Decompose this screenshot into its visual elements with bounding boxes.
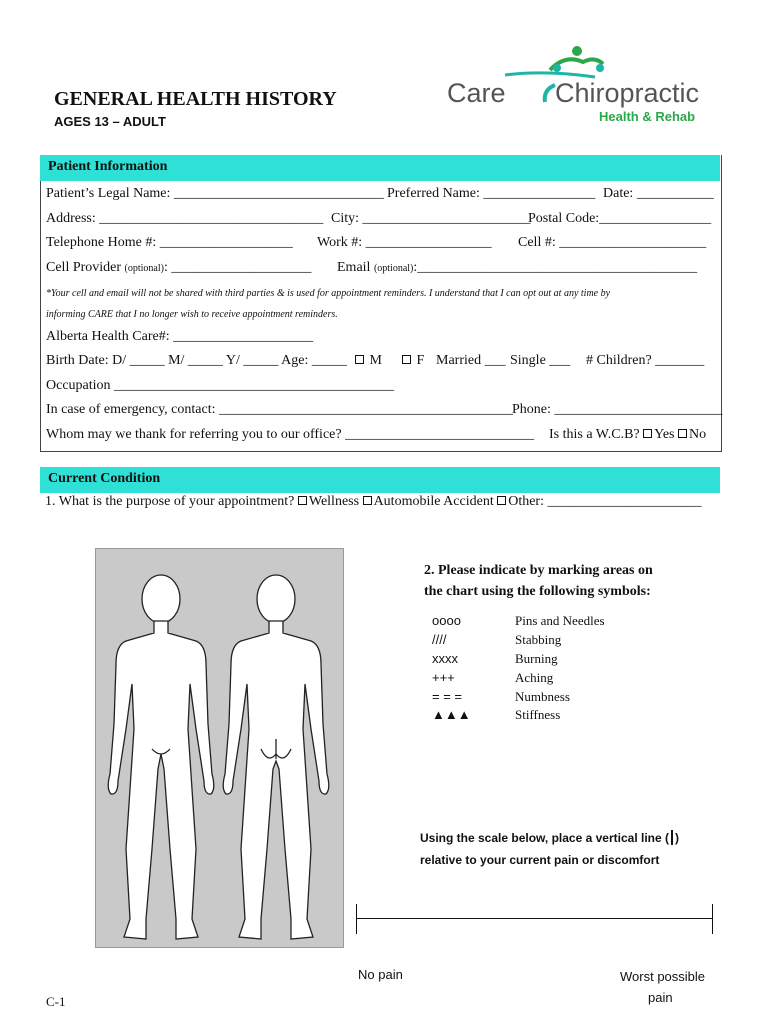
pain-scale-instruction-1	[420, 830, 679, 845]
occupation-field[interactable]: Occupation ________________________________________	[46, 378, 395, 393]
back-body-figure[interactable]	[223, 575, 329, 939]
vertical-line-glyph	[671, 830, 673, 845]
cell-provider-line: : ____________________	[163, 260, 312, 275]
patient-info-heading: Patient Information	[48, 159, 168, 174]
date-field[interactable]: Date: ___________	[603, 186, 714, 201]
wellness-label: Wellness	[308, 494, 360, 509]
other-field[interactable]: Other: ______________________	[508, 494, 702, 509]
checkbox-wcb-no[interactable]	[678, 429, 687, 438]
work-phone-field[interactable]: Work #: __________________	[317, 235, 492, 250]
cell-provider-label: Cell Provider	[46, 260, 122, 275]
auto-accident-label: Automobile Accident	[373, 494, 494, 509]
symbol-numbness: = = =	[432, 689, 462, 704]
symbol-stabbing-label: Stabbing	[515, 632, 562, 647]
symbol-aching-label: Aching	[515, 670, 554, 685]
symbol-burning: xxxx	[432, 651, 458, 666]
front-body-figure[interactable]	[108, 575, 214, 939]
symbol-aching: +++	[432, 670, 455, 685]
care-chiropractic-logo	[445, 40, 715, 130]
married-field[interactable]: Married ___	[436, 353, 506, 368]
page-title: GENERAL HEALTH HISTORY	[54, 88, 337, 110]
sex-f-option[interactable]	[402, 353, 424, 369]
symbol-burning-label: Burning	[515, 651, 558, 666]
checkbox-m[interactable]	[355, 355, 364, 364]
email-label: Email	[337, 260, 371, 275]
preferred-name-field[interactable]: Preferred Name: ________________	[387, 186, 596, 201]
purpose-label: 1. What is the purpose of your appointment?	[45, 494, 295, 509]
current-condition-band	[40, 467, 720, 493]
logo-care-text: Care	[447, 78, 506, 108]
logo-chiro-text: Chiropractic	[555, 78, 700, 108]
city-field[interactable]: City: ________________________	[331, 211, 531, 226]
symbol-numbness-label: Numbness	[515, 689, 570, 704]
appointment-purpose-question	[45, 494, 701, 510]
chart-instruction-line-2: the chart using the following symbols:	[424, 584, 651, 599]
email-line: :________________________________________	[413, 260, 698, 275]
no-pain-label: No pain	[358, 967, 403, 982]
logo-tagline-text: Health & Rehab	[599, 109, 696, 124]
emergency-phone-field[interactable]: Phone: ________________________	[512, 402, 723, 417]
worst-pain-label-1: Worst possible	[620, 969, 706, 984]
pain-scale-line[interactable]	[356, 918, 713, 919]
patient-info-box-left-border	[40, 181, 41, 452]
checkbox-automobile-accident[interactable]	[363, 496, 372, 505]
pain-scale-instruction-text: Using the scale below, place a vertical line (	[420, 831, 669, 845]
symbol-pins: oooo	[432, 613, 461, 628]
checkbox-f[interactable]	[402, 355, 411, 364]
chart-instructions	[424, 560, 653, 602]
email-optional: (optional)	[373, 263, 414, 274]
current-condition-heading: Current Condition	[48, 471, 161, 486]
postal-code-field[interactable]: Postal Code:________________	[528, 211, 712, 226]
pain-scale-right-tick	[712, 904, 713, 934]
checkbox-wellness[interactable]	[298, 496, 307, 505]
sex-f-label: F	[416, 353, 425, 368]
emergency-contact-field[interactable]: In case of emergency, contact: __________________________________________	[46, 402, 513, 417]
symbol-pins-label: Pins and Needles	[515, 613, 605, 628]
referral-field[interactable]: Whom may we thank for referring you to our office? ___________________________	[46, 427, 535, 442]
body-chart[interactable]	[95, 548, 344, 948]
wcb-yes-label: Yes	[654, 427, 675, 442]
sex-m-label: M	[369, 353, 382, 368]
pain-scale-instruction-2: relative to your current pain or discomfort	[420, 853, 660, 867]
page-code: C-1	[46, 994, 66, 1009]
worst-pain-label-2: pain	[648, 990, 673, 1005]
email-field[interactable]	[337, 260, 697, 276]
wcb-question	[549, 427, 706, 443]
chart-instruction-line-1: 2. Please indicate by marking areas on	[424, 563, 653, 578]
sex-m-option[interactable]	[355, 353, 382, 369]
checkbox-wcb-yes[interactable]	[643, 429, 652, 438]
symbol-stiffness-label: Stiffness	[515, 707, 561, 722]
legal-name-field[interactable]: Patient’s Legal Name: ______________________________	[46, 186, 384, 201]
privacy-note-line-2: informing CARE that I no longer wish to receive appointment reminders.	[46, 309, 338, 320]
cell-phone-field[interactable]: Cell #: _____________________	[518, 235, 707, 250]
children-field[interactable]: # Children? _______	[586, 353, 705, 368]
telephone-home-field[interactable]: Telephone Home #: ___________________	[46, 235, 293, 250]
checkbox-other[interactable]	[497, 496, 506, 505]
page-subtitle: AGES 13 – ADULT	[54, 114, 166, 129]
privacy-note-line-1: *Your cell and email will not be shared with third parties & is used for appointment reminders. I understand that I can opt out at any time by	[46, 288, 611, 299]
symbol-stiffness: ▲▲▲	[432, 707, 471, 722]
address-field[interactable]: Address: ________________________________	[46, 211, 324, 226]
birth-date-field[interactable]: Birth Date: D/ _____ M/ _____ Y/ _____ Age: _____	[46, 353, 347, 368]
alberta-health-field[interactable]: Alberta Health Care#: ____________________	[46, 329, 314, 344]
pain-scale-instruction-end: )	[674, 831, 679, 845]
wcb-no-label: No	[689, 427, 707, 442]
cell-provider-optional: (optional)	[124, 263, 164, 274]
single-field[interactable]: Single ___	[510, 353, 571, 368]
wcb-label: Is this a W.C.B?	[549, 427, 640, 442]
cell-provider-field[interactable]	[46, 260, 311, 276]
pain-scale-left-tick	[356, 904, 357, 934]
symbol-stabbing: ////	[432, 632, 447, 647]
